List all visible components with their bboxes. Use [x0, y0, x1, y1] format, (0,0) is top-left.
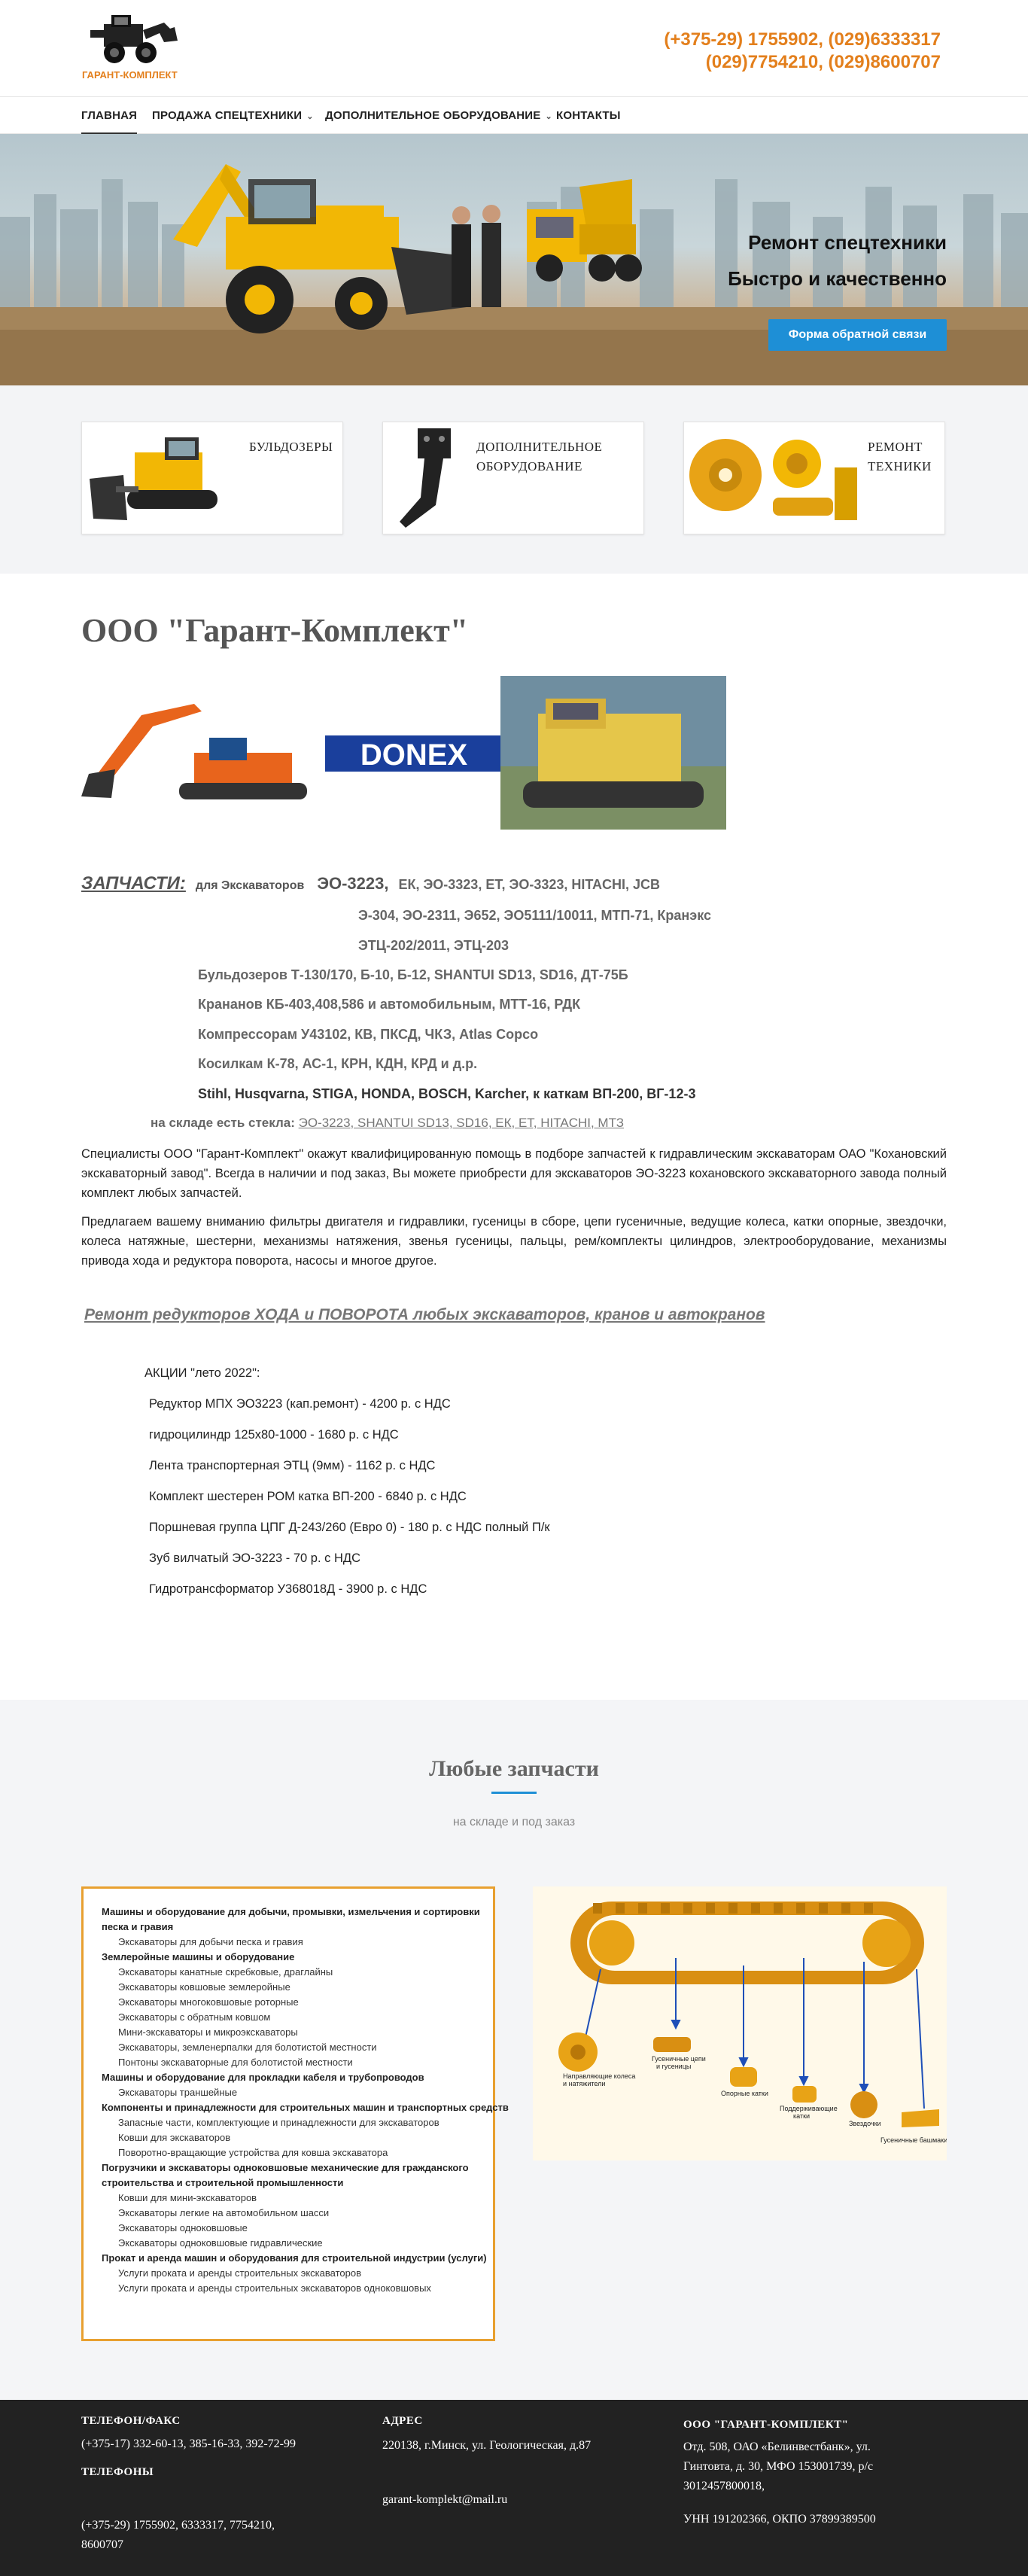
- promo-item: гидроцилиндр 125х80-1000 - 1680 р. с НДС: [149, 1428, 399, 1442]
- chevron-down-icon: ⌄: [306, 112, 314, 121]
- nav-item-contacts[interactable]: [556, 97, 621, 135]
- promo-item: Лента транспортерная ЭТЦ (9мм) - 1162 р. с НДС: [149, 1459, 436, 1472]
- nav-label: ПРОДАЖА СПЕЦТЕХНИКИ: [152, 109, 303, 122]
- diagram-label: катки: [793, 2112, 811, 2120]
- undercarriage-parts-image: [684, 422, 865, 534]
- parts-line-2: Э-304, ЭО-2311, Э652, ЭО5111/10011, МТП-71, Кранэкс: [358, 908, 711, 923]
- footer-bank-line-2: Гинтовта, д. 30, МФО 153001739, р/с: [683, 2460, 874, 2473]
- category-label: БУЛЬДОЗЕРЫ: [249, 440, 333, 454]
- header-phone-line-1[interactable]: (+375-29) 1755902, (029)6333317: [664, 29, 941, 50]
- parts-for-excavators: для Экскаваторов: [195, 879, 305, 892]
- catalog-subcategory[interactable]: Запасные части, комплектующие и принадлежности для экскаваторов: [118, 2117, 439, 2128]
- feedback-form-button[interactable]: Форма обратной связи: [768, 319, 947, 351]
- category-card-equipment[interactable]: [382, 422, 644, 534]
- catalog-subcategory[interactable]: Ковши для мини-экскаваторов: [118, 2192, 257, 2203]
- logo-text: ГАРАНТ-КОМПЛЕКТ: [82, 69, 178, 81]
- tracked-vehicle-image: [500, 676, 726, 830]
- main-nav: [0, 96, 1028, 134]
- any-parts-subtitle: на складе и под заказ: [452, 1816, 576, 1828]
- promo-item: Зуб вилчатый ЭО-3223 - 70 р. с НДС: [149, 1551, 360, 1565]
- catalog-subcategory[interactable]: Услуги проката и аренды строительных экскаваторов одноковшовых: [118, 2282, 431, 2294]
- catalog-subcategory[interactable]: Экскаваторы траншейные: [118, 2087, 238, 2098]
- footer-phones-line-2[interactable]: 8600707: [81, 2538, 123, 2551]
- catalog-subcategory[interactable]: Поворотно-вращающие устройства для ковша экскаватора: [118, 2147, 388, 2158]
- catalog-subcategory[interactable]: Экскаваторы легкие на автомобильном шасси: [118, 2207, 330, 2218]
- hero-line-2: Быстро и качественно: [728, 267, 947, 290]
- footer-phones-line-1[interactable]: (+375-29) 1755902, 6333317, 7754210,: [81, 2519, 275, 2532]
- hero-line-1: Ремонт спецтехники: [748, 231, 947, 254]
- footer-email[interactable]: garant-komplekt@mail.ru: [382, 2493, 508, 2506]
- catalog-subcategory[interactable]: Экскаваторы одноковшовые гидравлические: [118, 2237, 323, 2249]
- diagram-label: и натяжители: [563, 2080, 606, 2087]
- company-logo[interactable]: [81, 8, 183, 84]
- promo-item: Комплект шестерен РОМ катка ВП-200 - 6840 р. с НДС: [149, 1490, 467, 1503]
- footer-bank-line-3: 3012457800018,: [683, 2480, 765, 2492]
- parts-catalog: [81, 1886, 509, 2341]
- parts-line-1: [81, 873, 660, 894]
- promo-title: АКЦИИ "лето 2022":: [144, 1366, 260, 1380]
- catalog-category: Компоненты и принадлежности для строительных машин и транспортных средств: [102, 2102, 509, 2113]
- nav-label: ДОПОЛНИТЕЛЬНОЕ ОБОРУДОВАНИЕ: [325, 109, 541, 122]
- nav-item-sales[interactable]: [152, 97, 314, 135]
- catalog-category: строительства и строительной промышленности: [102, 2177, 344, 2188]
- hero-title: [728, 224, 947, 297]
- donex-logo: [325, 732, 503, 775]
- catalog-subcategory[interactable]: Мини-экскаваторы и микроэкскаваторы: [118, 2026, 298, 2038]
- parts-l1-rest: ЕК, ЭО-3323, ЕТ, ЭО-3323, HITACHI, JCB: [398, 877, 661, 892]
- promo-item: Гидротрансформатор У368018Д - 3900 р. с НДС: [149, 1582, 427, 1596]
- catalog-subcategory[interactable]: Услуги проката и аренды строительных экскаваторов: [118, 2267, 361, 2279]
- glass-label: на складе есть стекла:: [151, 1116, 295, 1130]
- bulldozer-image: [82, 422, 240, 534]
- intro-paragraph: Специалисты ООО "Гарант-Комплект" окажут квалифицированную помощь в подборе запчастей к гидравлическим экскаваторам ОАО "Кохановский экскаваторный завод". Всегда в наличии и под заказ, Вы можете приобрести для экскаваторов ЭО-3223 кохановского экскаваторного завода полный комплект любых запчастей.: [81, 1147, 947, 1200]
- footer-address: 220138, г.Минск, ул. Геологическая, д.87: [382, 2439, 592, 2452]
- donex-text: DONEX: [360, 738, 468, 772]
- catalog-category: Погрузчики и экскаваторы одноковшовые механические для гражданского: [102, 2162, 469, 2173]
- catalog-category: Машины и оборудование для добычи, промывки, измельчения и сортировки: [102, 1906, 480, 1917]
- parts-heading: ЗАПЧАСТИ:: [81, 873, 186, 894]
- catalog-subcategory[interactable]: Экскаваторы многоковшовые роторные: [118, 1996, 299, 2008]
- diagram-label: Поддерживающие: [780, 2105, 838, 2112]
- promo-item: Редуктор МПХ ЭО3223 (кап.ремонт) - 4200 р. с НДС: [149, 1397, 451, 1411]
- nav-item-equipment[interactable]: [325, 97, 552, 135]
- parts-line-4: Бульдозеров Т-130/170, Б-10, Б-12, SHANTUI SD13, SD16, ДТ-75Б: [198, 967, 628, 982]
- diagram-label: Звездочки: [849, 2120, 881, 2127]
- site-footer: [0, 2400, 1028, 2576]
- catalog-subcategory[interactable]: Экскаваторы с обратным ковшом: [118, 2011, 271, 2023]
- parts-line-5: Крананов КБ-403,408,586 и автомобильным, МТТ-16, РДК: [198, 997, 581, 1012]
- nav-label: КОНТАКТЫ: [556, 109, 621, 122]
- ripper-image: [383, 422, 466, 534]
- parts-line-3: ЭТЦ-202/2011, ЭТЦ-203: [358, 938, 509, 953]
- glass-link[interactable]: ЭО-3223, SHANTUI SD13, SD16, ЕК, ЕТ, HITACHI, МТЗ: [298, 1116, 625, 1130]
- diagram-label: Гусеничные цепи: [652, 2055, 706, 2063]
- excavator-image: [81, 685, 322, 813]
- footer-phones-label: ТЕЛЕФОНЫ: [81, 2466, 154, 2478]
- undercarriage-diagram-image: [533, 1886, 947, 2160]
- catalog-category: Землеройные машины и оборудование: [102, 1951, 295, 1962]
- category-label: ДОПОЛНИТЕЛЬНОЕ ОБОРУДОВАНИЕ: [476, 440, 603, 473]
- diagram-label: Опорные катки: [721, 2090, 768, 2097]
- repair-link[interactable]: Ремонт редукторов ХОДА и ПОВОРОТА любых экскаваторов, кранов и автокранов: [84, 1306, 765, 1323]
- category-card-repair[interactable]: [683, 422, 945, 534]
- footer-address-label: АДРЕС: [382, 2415, 423, 2427]
- parts-line-7: Косилкам К-78, АС-1, КРН, КДН, КРД и д.р.: [198, 1056, 478, 1071]
- chevron-down-icon: ⌄: [545, 112, 552, 121]
- header-phone-line-2[interactable]: (029)7754210, (029)8600707: [705, 52, 941, 72]
- catalog-subcategory[interactable]: Экскаваторы ковшовые землеройные: [118, 1981, 290, 1993]
- nav-item-home[interactable]: [81, 97, 137, 135]
- footer-phone-fax[interactable]: (+375-17) 332-60-13, 385-16-33, 392-72-99: [81, 2437, 296, 2450]
- catalog-subcategory[interactable]: Экскаваторы для добычи песка и гравия: [118, 1936, 303, 1947]
- footer-phone-fax-label: ТЕЛЕФОН/ФАКС: [81, 2415, 181, 2427]
- title-underline: [491, 1792, 537, 1794]
- any-parts-title: Любые запчасти: [429, 1756, 599, 1781]
- header-phones: [664, 29, 941, 74]
- offer-paragraph: Предлагаем вашему вниманию фильтры двигателя и гидравлики, гусеницы в сборе, цепи гусеничные, ведущие колеса, катки опорные, звездочки, колеса натяжные, шестерни, механизмы натяжения, звенья гусеницы, пальцы, рем/комплекты цилиндров, электрооборудование, механизмы привода хода и редуктора поворота, насосы и многое другое.: [81, 1215, 947, 1268]
- catalog-subcategory[interactable]: Понтоны экскаваторные для болотистой местности: [118, 2057, 353, 2068]
- diagram-label: Направляющие колеса: [563, 2072, 636, 2080]
- parts-line-8: Stihl, Husqvarna, STIGA, HONDA, BOSCH, Karcher, к каткам ВП-200, ВГ-12-3: [198, 1086, 696, 1101]
- parts-line-6: Компрессорам У43102, КВ, ПКСД, ЧКЗ, Atlas Copco: [198, 1027, 539, 1042]
- promo-item: Поршневая группа ЦПГ Д-243/260 (Евро 0) - 180 р. с НДС полный П/к: [149, 1521, 550, 1534]
- undercarriage-diagram: [533, 1886, 947, 2160]
- diagram-label: Гусеничные башмаки: [880, 2136, 947, 2144]
- footer-company-label: ООО "ГАРАНТ-КОМПЛЕКТ": [683, 2419, 849, 2431]
- catalog-subcategory[interactable]: Экскаваторы, земленерпалки для болотистой местности: [118, 2042, 377, 2053]
- catalog-subcategory[interactable]: Экскаваторы одноковшовые: [118, 2222, 248, 2233]
- catalog-subcategory[interactable]: Экскаваторы канатные скребковые, драглайны: [118, 1966, 333, 1978]
- catalog-subcategory[interactable]: Ковши для экскаваторов: [118, 2132, 231, 2143]
- diagram-label: и гусеницы: [656, 2063, 692, 2070]
- catalog-category: Машины и оборудование для прокладки кабеля и трубопроводов: [102, 2072, 424, 2083]
- category-label: РЕМОНТ ТЕХНИКИ: [868, 440, 932, 473]
- footer-bank-line-1: Отд. 508, ОАО «Белинвестбанк», ул.: [683, 2441, 871, 2453]
- catalog-category: Прокат и аренда машин и оборудования для строительной индустрии (услуги): [102, 2252, 487, 2264]
- glass-line: [151, 1116, 624, 1131]
- nav-label: ГЛАВНАЯ: [81, 109, 138, 122]
- catalog-category: песка и гравия: [102, 1921, 174, 1932]
- company-title: ООО "Гарант-Комплект": [81, 612, 469, 649]
- category-card-bulldozers[interactable]: [81, 422, 343, 534]
- parts-eo3223: ЭО-3223,: [317, 874, 389, 893]
- site-header: [0, 0, 1028, 96]
- footer-unn: УНН 191202366, ОКПО 37899389500: [683, 2513, 876, 2526]
